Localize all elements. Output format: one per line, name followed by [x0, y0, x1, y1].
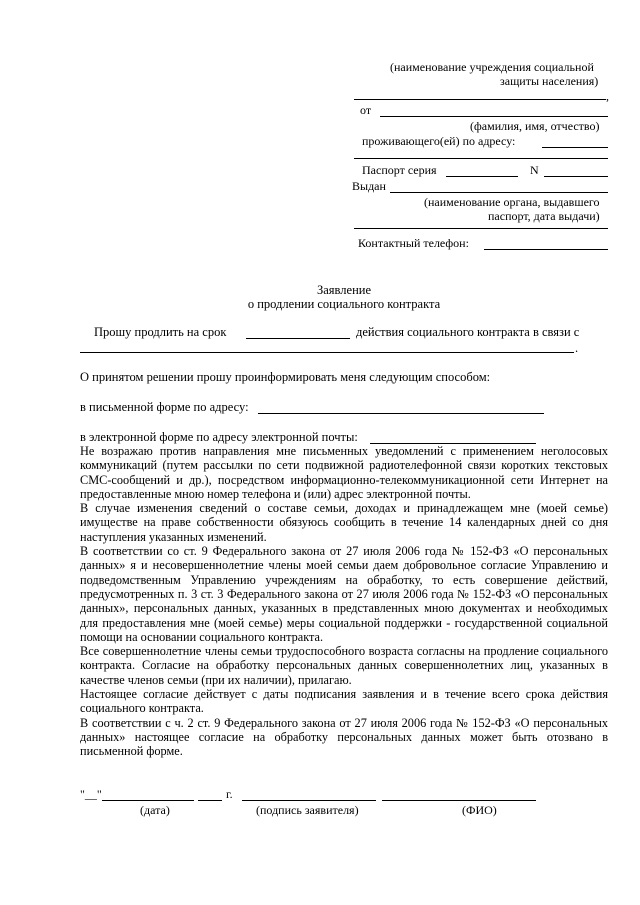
- paragraph-family-consent: Все совершеннолетние члены семьи трудоспособного возраста согласны на продление социального контракта. Согласие на обработку персональных данных совершеннолетних лиц, указанных в качестве членов семьи (при их наличии), прилагаю.: [80, 644, 608, 687]
- date-caption: (дата): [140, 803, 170, 817]
- passport-series-label: Паспорт серия: [362, 163, 437, 177]
- paragraph-consent-revocation: В соответствии с ч. 2 ст. 9 Федерального закона от 27 июля 2006 года № 152-ФЗ «О персональных данных» настоящее согласие на обработку персональных данных может быть отозвано в письменной форме.: [80, 715, 608, 759]
- phone-label: Контактный телефон:: [358, 236, 469, 250]
- paragraph-consent-validity: Настоящее согласие действует с даты подписания заявления и в течение всего срока действия социального контракта.: [80, 687, 608, 716]
- signature-caption: (подпись заявителя): [256, 803, 359, 817]
- phone-field[interactable]: [484, 249, 608, 250]
- signature-field[interactable]: [242, 800, 376, 801]
- term-field[interactable]: [246, 338, 350, 339]
- request-text-2: действия социального контракта в связи с: [356, 325, 580, 339]
- from-label: от: [360, 103, 372, 117]
- paragraph-personal-data-consent: В соответствии со ст. 9 Федерального закона от 27 июля 2006 года № 152-ФЗ «О персональных данных» я и несовершеннолетние члены моей семьи даем добровольное согласие Управлению и подведомственным Управлению учреждениям на обработку, то есть совершение действий, предусмотренных п. 3 ст. 3 Федерального закона от 27 июля 2006 года № 152-ФЗ «О персональных данных», персональных данных, указанных в представленных мною документах и необходимых для предоставления мне (моей семье) меры социальной поддержки - государственной социальной помощи на основании социального контракта.: [80, 544, 608, 644]
- issuer-field-2[interactable]: [354, 228, 608, 229]
- org-name-field[interactable]: [354, 99, 606, 100]
- issuer-hint-line2: паспорт, дата выдачи): [488, 209, 600, 223]
- document-title: Заявление: [316, 283, 371, 297]
- date-day-month-field[interactable]: [102, 800, 194, 801]
- passport-number-field[interactable]: [544, 176, 608, 177]
- notify-intro: О принятом решении прошу проинформировать меня следующим способом:: [80, 370, 491, 384]
- notify-electronic-label: в электронной форме по адресу электронной почты:: [80, 430, 358, 444]
- paragraph-sms-consent: Не возражаю против направления мне письменных уведомлений с применением неголосовых коммуникаций (путем рассылки по сети подвижной радиотелефонной связи коротких текстовых СМС-сообщений и др.), посредством информационно-телекоммуникационной сети Интернет на предоставленные мною номер телефона и (или) адрес электронной почты.: [80, 444, 608, 501]
- date-year-field[interactable]: [198, 800, 222, 801]
- issued-label: Выдан: [352, 179, 386, 193]
- org-placeholder-line2: защиты населения): [500, 74, 599, 88]
- postal-address-field[interactable]: [258, 413, 544, 414]
- year-suffix: г.: [226, 787, 233, 801]
- fio-hint: (фамилия, имя, отчество): [470, 119, 600, 133]
- issued-by-field[interactable]: [390, 192, 608, 193]
- fio-caption: (ФИО): [462, 803, 497, 817]
- date-quote: "__": [80, 787, 102, 801]
- address-label: проживающего(ей) по адресу:: [362, 134, 516, 148]
- org-comma: ,: [606, 89, 609, 103]
- paragraph-change-notice: В случае изменения сведений о составе семьи, доходах и принадлежащем мне (моей семье) имуществе на праве собственности обязуюсь сообщить в течение 14 календарных дней со дня наступления указанных изменений.: [80, 501, 608, 544]
- passport-number-label: N: [530, 163, 539, 177]
- address-field-1[interactable]: [542, 147, 608, 148]
- notify-written-label: в письменной форме по адресу:: [80, 400, 249, 414]
- issuer-hint-line1: (наименование органа, выдавшего: [424, 195, 600, 209]
- passport-series-field[interactable]: [446, 176, 518, 177]
- reason-end-dot: .: [575, 341, 579, 355]
- consent-text: [80, 444, 608, 759]
- document-subtitle: о продлении социального контракта: [247, 297, 441, 311]
- reason-field[interactable]: [80, 352, 574, 353]
- request-text-1: Прошу продлить на срок: [94, 325, 227, 339]
- fio-signature-field[interactable]: [382, 800, 536, 801]
- address-field-2[interactable]: [354, 158, 608, 159]
- applicant-fio-field[interactable]: [380, 116, 608, 117]
- org-placeholder-line1: (наименование учреждения социальной: [390, 60, 594, 74]
